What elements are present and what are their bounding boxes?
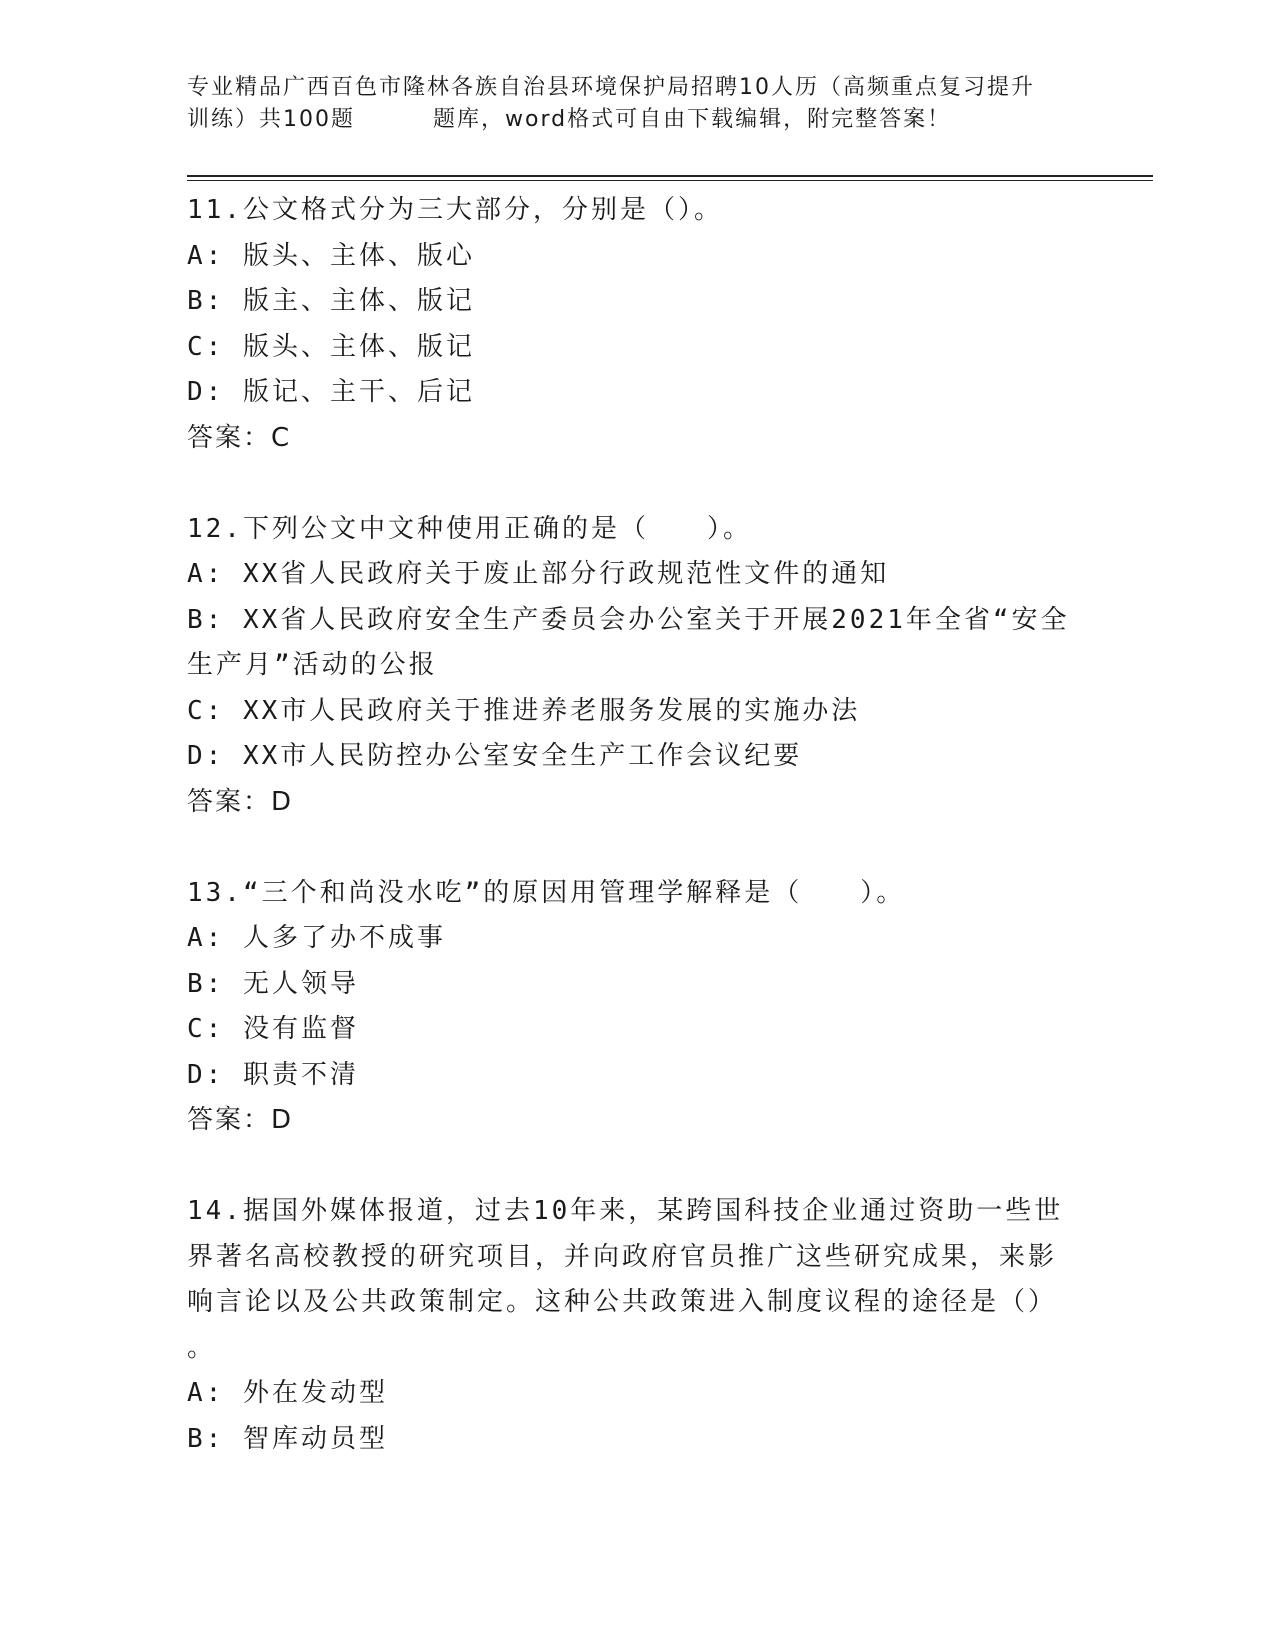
question-block [187,188,1087,507]
header-line-2-right: 题库，word格式可自由下载编辑，附完整答案！ [433,107,952,132]
option-line: B: 无人领导 [187,968,359,999]
option-line: A: 版头、主体、版心 [187,240,475,271]
option-line: 生产月”活动的公报 [187,650,438,680]
option-line: C: 没有监督 [187,1014,359,1044]
option-line: A: 人多了办不成事 [187,923,446,953]
option-line: A: XX省人民政府关于废止部分行政规范性文件的通知 [187,559,890,589]
question-stem-line: 响言论以及公共政策制定。这种公共政策进入制度议程的途径是（） [187,1287,1058,1317]
question-block [187,1189,1087,1462]
question-block [187,871,1087,1190]
question-gap [187,461,1087,507]
option-line: A: 外在发动型 [187,1378,388,1408]
header-line-2-left: 训练）共100题 [187,107,355,132]
option-line: D: 版记、主干、后记 [187,377,475,407]
question-stem-line: 14.据国外媒体报道，过去10年来，某跨国科技企业通过资助一些世 [187,1196,1064,1226]
option-line: C: 版头、主体、版记 [187,331,475,362]
document-header [187,72,1067,136]
answer-line: 答案：C [187,422,292,453]
question-gap [187,1144,1087,1190]
answer-line: 答案：D [187,1105,294,1135]
question-stem-line: 12.下列公文中文种使用正确的是（ ）。 [187,513,752,544]
question-block [187,507,1087,871]
option-line: B: XX省人民政府安全生产委员会办公室关于开展2021年全省“安全 [187,604,1070,635]
answer-line: 答案：D [187,786,294,817]
question-stem-line: 界著名高校教授的研究项目，并向政府官员推广这些研究成果，来影 [187,1241,1058,1272]
option-line: C: XX市人民政府关于推进养老服务发展的实施办法 [187,695,861,726]
option-line: B: 版主、主体、版记 [187,286,475,316]
option-line: B: 智库动员型 [187,1423,388,1454]
question-list [187,188,1087,1462]
question-stem-line: 。 [187,1332,217,1363]
header-rule-thick [187,175,1153,177]
header-rule-thin [187,180,1153,181]
question-stem-line: 13.“三个和尚没水吃”的原因用管理学解释是（ ）。 [187,877,906,908]
option-line: D: 职责不清 [187,1059,359,1090]
question-gap [187,825,1087,871]
header-line-2 [187,104,1067,136]
option-line: D: XX市人民防控办公室安全生产工作会议纪要 [187,741,803,771]
question-stem-line: 11.公文格式分为三大部分，分别是（）。 [187,195,723,225]
header-line-1: 专业精品广西百色市隆林各族自治县环境保护局招聘10人历（高频重点复习提升 [187,75,1035,100]
